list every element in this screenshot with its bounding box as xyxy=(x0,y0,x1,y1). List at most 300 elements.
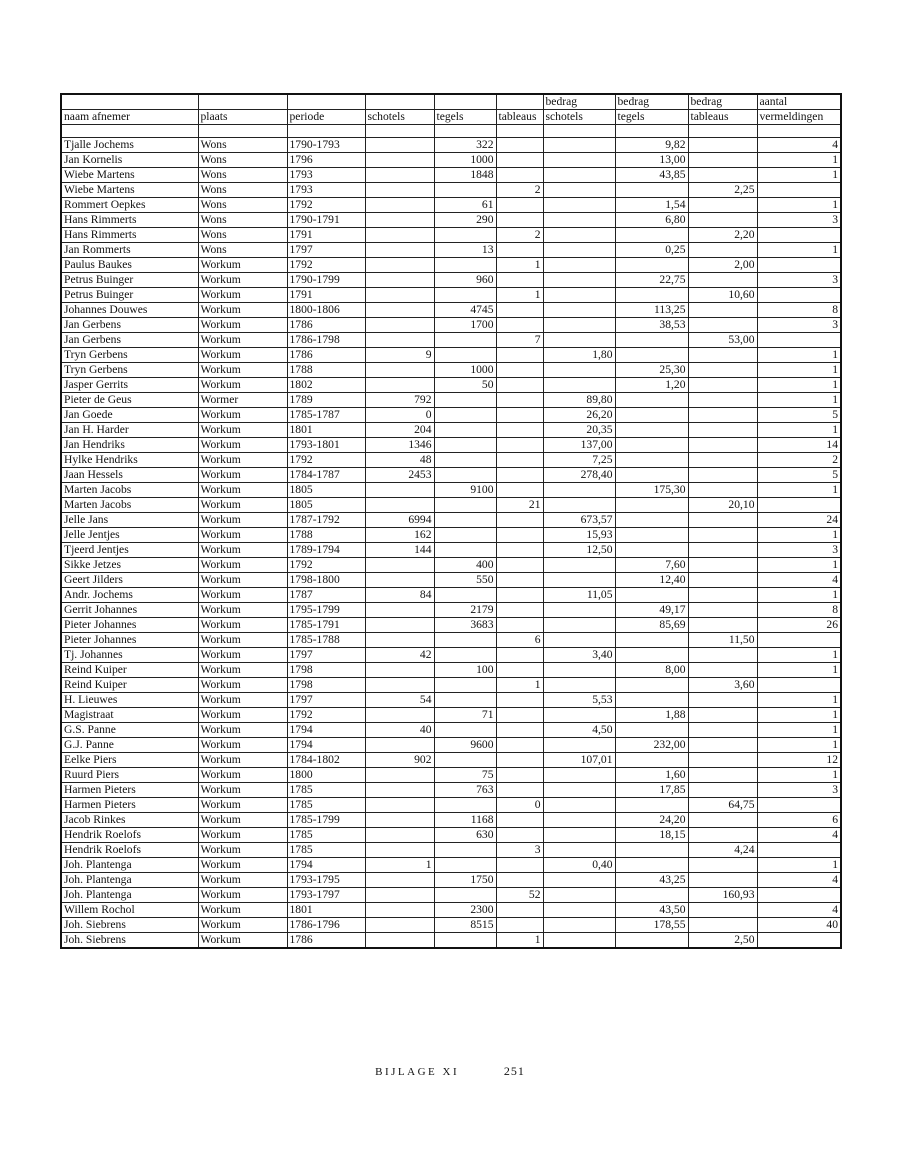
table-cell xyxy=(615,858,688,873)
table-cell: 1,20 xyxy=(615,378,688,393)
table-cell xyxy=(615,678,688,693)
table-cell: 10,60 xyxy=(688,288,757,303)
table-cell: Wons xyxy=(198,243,287,258)
table-cell xyxy=(615,183,688,198)
table-cell: Reind Kuiper xyxy=(61,663,198,678)
table-cell: 4,24 xyxy=(688,843,757,858)
table-row xyxy=(61,183,841,198)
table-cell xyxy=(615,693,688,708)
table-cell xyxy=(434,723,496,738)
table-cell xyxy=(543,633,615,648)
table-cell: 162 xyxy=(365,528,434,543)
table-cell: 84 xyxy=(365,588,434,603)
table-cell: 1793-1801 xyxy=(287,438,365,453)
table-cell xyxy=(688,648,757,663)
table-cell xyxy=(496,858,543,873)
table-row xyxy=(61,378,841,393)
table-row xyxy=(61,543,841,558)
table-cell: 1796 xyxy=(287,153,365,168)
table-cell xyxy=(543,783,615,798)
table-cell xyxy=(365,228,434,243)
table-cell xyxy=(434,423,496,438)
table-cell: Workum xyxy=(198,408,287,423)
table-cell: Jan H. Harder xyxy=(61,423,198,438)
table-cell: 2,20 xyxy=(688,228,757,243)
table-row xyxy=(61,558,841,573)
table-cell: Hans Rimmerts xyxy=(61,228,198,243)
table-cell: 290 xyxy=(434,213,496,228)
table-cell: 1785 xyxy=(287,783,365,798)
table-cell: 1797 xyxy=(287,648,365,663)
table-cell: 2,50 xyxy=(688,933,757,949)
table-cell: 1,80 xyxy=(543,348,615,363)
table-cell: Hans Rimmerts xyxy=(61,213,198,228)
table-cell: 400 xyxy=(434,558,496,573)
table-cell xyxy=(615,468,688,483)
table-cell: 13 xyxy=(434,243,496,258)
table-cell xyxy=(365,333,434,348)
table-cell: 1784-1802 xyxy=(287,753,365,768)
table-cell: 1786 xyxy=(287,348,365,363)
table-cell: Workum xyxy=(198,738,287,753)
table-cell xyxy=(365,378,434,393)
table-cell: 1798 xyxy=(287,678,365,693)
table-cell: 1,60 xyxy=(615,768,688,783)
table-cell: 1793-1795 xyxy=(287,873,365,888)
table-cell: 1795-1799 xyxy=(287,603,365,618)
table-cell: 1 xyxy=(757,153,841,168)
table-cell: 630 xyxy=(434,828,496,843)
table-cell: Wons xyxy=(198,228,287,243)
table-cell: Workum xyxy=(198,798,287,813)
table-cell xyxy=(615,333,688,348)
table-cell: Eelke Piers xyxy=(61,753,198,768)
table-cell xyxy=(365,903,434,918)
table-cell xyxy=(688,273,757,288)
table-row xyxy=(61,828,841,843)
table-cell xyxy=(688,528,757,543)
table-cell: 1798-1800 xyxy=(287,573,365,588)
table-cell xyxy=(434,633,496,648)
table-cell: Workum xyxy=(198,918,287,933)
table-cell: 75 xyxy=(434,768,496,783)
table-cell: 53,00 xyxy=(688,333,757,348)
table-cell: Workum xyxy=(198,873,287,888)
table-cell: 40 xyxy=(757,918,841,933)
table-cell: 50 xyxy=(434,378,496,393)
table-cell: 673,57 xyxy=(543,513,615,528)
table-cell: Workum xyxy=(198,603,287,618)
table-cell xyxy=(496,543,543,558)
table-cell xyxy=(688,558,757,573)
table-cell: 1 xyxy=(496,288,543,303)
table-cell: 40 xyxy=(365,723,434,738)
table-cell: Jasper Gerrits xyxy=(61,378,198,393)
table-cell xyxy=(615,423,688,438)
column-header: plaats xyxy=(198,110,287,125)
table-cell xyxy=(434,348,496,363)
table-cell: Workum xyxy=(198,573,287,588)
table-cell xyxy=(688,318,757,333)
table-cell xyxy=(365,888,434,903)
table-cell: Joh. Plantenga xyxy=(61,858,198,873)
table-cell: 960 xyxy=(434,273,496,288)
column-header: schotels xyxy=(365,110,434,125)
table-cell xyxy=(615,438,688,453)
table-cell: 9100 xyxy=(434,483,496,498)
table-row xyxy=(61,903,841,918)
table-cell: Wiebe Martens xyxy=(61,168,198,183)
table-cell: 49,17 xyxy=(615,603,688,618)
table-cell xyxy=(688,693,757,708)
table-row xyxy=(61,933,841,949)
table-cell: Workum xyxy=(198,258,287,273)
table-row xyxy=(61,423,841,438)
table-cell xyxy=(688,618,757,633)
table-row xyxy=(61,708,841,723)
table-cell xyxy=(365,213,434,228)
table-cell xyxy=(365,138,434,153)
table-cell: Workum xyxy=(198,843,287,858)
table-cell xyxy=(496,363,543,378)
table-cell xyxy=(496,528,543,543)
spacer-cell xyxy=(198,125,287,138)
table-cell xyxy=(365,573,434,588)
table-cell xyxy=(434,408,496,423)
data-table xyxy=(60,93,842,949)
table-cell xyxy=(757,678,841,693)
table-cell: 1 xyxy=(757,483,841,498)
table-cell: 1 xyxy=(757,858,841,873)
table-cell: Willem Rochol xyxy=(61,903,198,918)
table-header xyxy=(61,94,841,125)
table-cell: Paulus Baukes xyxy=(61,258,198,273)
table-cell xyxy=(757,843,841,858)
table-cell: Workum xyxy=(198,333,287,348)
table-cell: 1 xyxy=(757,558,841,573)
table-cell xyxy=(543,333,615,348)
table-cell: 15,93 xyxy=(543,528,615,543)
table-cell xyxy=(615,933,688,949)
table-cell: 1801 xyxy=(287,423,365,438)
table-cell: 1700 xyxy=(434,318,496,333)
table-cell xyxy=(365,708,434,723)
table-cell xyxy=(543,813,615,828)
table-cell xyxy=(688,363,757,378)
table-cell xyxy=(688,153,757,168)
table-cell: Jelle Jans xyxy=(61,513,198,528)
table-cell: Workum xyxy=(198,468,287,483)
table-cell xyxy=(365,183,434,198)
table-cell xyxy=(365,288,434,303)
table-cell xyxy=(543,303,615,318)
table-cell: 6 xyxy=(757,813,841,828)
table-cell xyxy=(496,348,543,363)
table-cell xyxy=(543,798,615,813)
table-cell: 1 xyxy=(757,198,841,213)
table-cell xyxy=(434,588,496,603)
table-cell: 1 xyxy=(757,243,841,258)
table-cell: 2300 xyxy=(434,903,496,918)
table-cell: 3 xyxy=(757,318,841,333)
table-cell: 0 xyxy=(496,798,543,813)
table-cell: Workum xyxy=(198,528,287,543)
table-cell xyxy=(543,573,615,588)
table-cell: Harmen Pieters xyxy=(61,798,198,813)
table-cell xyxy=(496,423,543,438)
table-cell: 13,00 xyxy=(615,153,688,168)
table-cell: 1168 xyxy=(434,813,496,828)
table-cell: 3 xyxy=(757,543,841,558)
table-cell xyxy=(365,783,434,798)
column-header: naam afnemer xyxy=(61,110,198,125)
table-cell: 1750 xyxy=(434,873,496,888)
table-cell: Johannes Douwes xyxy=(61,303,198,318)
table-cell: Jan Hendriks xyxy=(61,438,198,453)
table-cell xyxy=(688,348,757,363)
table-cell: 12,40 xyxy=(615,573,688,588)
table-cell xyxy=(434,933,496,949)
table-cell: Wons xyxy=(198,168,287,183)
table-cell: 1 xyxy=(757,393,841,408)
table-cell xyxy=(615,723,688,738)
table-cell xyxy=(615,843,688,858)
table-cell: 1789 xyxy=(287,393,365,408)
table-cell: 7 xyxy=(496,333,543,348)
table-cell: Jan Gerbens xyxy=(61,333,198,348)
table-cell: 1789-1794 xyxy=(287,543,365,558)
table-cell xyxy=(688,918,757,933)
table-cell xyxy=(496,168,543,183)
table-row xyxy=(61,153,841,168)
table-cell: Workum xyxy=(198,543,287,558)
table-cell: 1000 xyxy=(434,153,496,168)
header-top-cell xyxy=(496,94,543,110)
table-cell: 1802 xyxy=(287,378,365,393)
table-cell xyxy=(496,393,543,408)
table-cell: 1 xyxy=(496,933,543,949)
table-row xyxy=(61,408,841,423)
table-cell: 107,01 xyxy=(543,753,615,768)
table-cell xyxy=(496,588,543,603)
table-cell: 1788 xyxy=(287,363,365,378)
table-cell xyxy=(543,243,615,258)
table-cell xyxy=(365,663,434,678)
table-cell: 61 xyxy=(434,198,496,213)
table-cell xyxy=(543,168,615,183)
table-cell xyxy=(688,213,757,228)
table-cell xyxy=(688,873,757,888)
table-row xyxy=(61,918,841,933)
table-cell: 1800 xyxy=(287,768,365,783)
table-cell: Workum xyxy=(198,663,287,678)
table-cell: 1 xyxy=(757,738,841,753)
table-cell: Workum xyxy=(198,348,287,363)
table-cell: 1 xyxy=(496,678,543,693)
table-cell xyxy=(543,678,615,693)
table-cell: 1792 xyxy=(287,708,365,723)
table-cell: 7,25 xyxy=(543,453,615,468)
table-cell xyxy=(434,183,496,198)
table-cell xyxy=(615,288,688,303)
table-cell: 3,40 xyxy=(543,648,615,663)
table-cell: Geert Jilders xyxy=(61,573,198,588)
table-cell xyxy=(757,933,841,949)
table-row xyxy=(61,723,841,738)
table-row xyxy=(61,678,841,693)
table-cell: 6,80 xyxy=(615,213,688,228)
table-cell: 1786-1798 xyxy=(287,333,365,348)
table-cell xyxy=(543,213,615,228)
table-row xyxy=(61,243,841,258)
table-cell xyxy=(365,153,434,168)
table-cell xyxy=(496,198,543,213)
table-cell xyxy=(688,573,757,588)
table-cell: 1792 xyxy=(287,558,365,573)
table-cell: 22,75 xyxy=(615,273,688,288)
table-cell xyxy=(434,753,496,768)
table-cell: 1791 xyxy=(287,288,365,303)
table-cell: 2,00 xyxy=(688,258,757,273)
table-cell xyxy=(496,453,543,468)
table-row xyxy=(61,768,841,783)
table-cell: Pieter de Geus xyxy=(61,393,198,408)
table-cell: 11,50 xyxy=(688,633,757,648)
table-cell xyxy=(434,858,496,873)
table-cell: 7,60 xyxy=(615,558,688,573)
table-cell xyxy=(434,453,496,468)
table-cell xyxy=(365,918,434,933)
table-cell: 1792 xyxy=(287,258,365,273)
table-cell xyxy=(543,288,615,303)
table-row xyxy=(61,738,841,753)
table-cell xyxy=(757,888,841,903)
table-cell: 144 xyxy=(365,543,434,558)
table-cell: 1786-1796 xyxy=(287,918,365,933)
table-cell: Magistraat xyxy=(61,708,198,723)
table-cell: Workum xyxy=(198,588,287,603)
table-row xyxy=(61,648,841,663)
table-cell xyxy=(543,228,615,243)
table-row xyxy=(61,288,841,303)
table-cell xyxy=(365,933,434,949)
table-cell: 2 xyxy=(757,453,841,468)
table-cell: 1793 xyxy=(287,183,365,198)
table-cell xyxy=(543,663,615,678)
table-cell xyxy=(615,513,688,528)
table-cell: 1848 xyxy=(434,168,496,183)
table-cell: H. Lieuwes xyxy=(61,693,198,708)
table-cell xyxy=(688,378,757,393)
table-cell xyxy=(688,393,757,408)
table-cell: Workum xyxy=(198,363,287,378)
table-cell: Pieter Johannes xyxy=(61,633,198,648)
table-cell xyxy=(434,228,496,243)
table-cell: 1790-1799 xyxy=(287,273,365,288)
table-cell xyxy=(365,243,434,258)
table-cell xyxy=(365,843,434,858)
column-header: tegels xyxy=(434,110,496,125)
table-cell: Workum xyxy=(198,483,287,498)
table-cell: Gerrit Johannes xyxy=(61,603,198,618)
table-cell: Workum xyxy=(198,303,287,318)
table-cell xyxy=(496,243,543,258)
table-cell: 1 xyxy=(757,378,841,393)
table-row xyxy=(61,468,841,483)
table-cell: 54 xyxy=(365,693,434,708)
table-cell xyxy=(615,588,688,603)
table-cell: Wons xyxy=(198,138,287,153)
table-cell xyxy=(543,873,615,888)
table-cell xyxy=(496,648,543,663)
table-cell: Workum xyxy=(198,423,287,438)
table-cell: Jacob Rinkes xyxy=(61,813,198,828)
table-cell xyxy=(365,258,434,273)
table-cell: Hendrik Roelofs xyxy=(61,828,198,843)
table-cell: 9 xyxy=(365,348,434,363)
table-cell xyxy=(757,633,841,648)
table-cell xyxy=(688,828,757,843)
table-row xyxy=(61,318,841,333)
spacer-cell xyxy=(757,125,841,138)
table-cell: 1788 xyxy=(287,528,365,543)
table-cell: 1805 xyxy=(287,498,365,513)
header-top-cell xyxy=(198,94,287,110)
table-cell xyxy=(496,618,543,633)
table-cell xyxy=(365,873,434,888)
table-cell: Wons xyxy=(198,213,287,228)
table-cell: 1794 xyxy=(287,738,365,753)
table-cell xyxy=(365,618,434,633)
table-cell: Reind Kuiper xyxy=(61,678,198,693)
table-cell: 1785-1788 xyxy=(287,633,365,648)
table-row xyxy=(61,813,841,828)
table-cell xyxy=(543,918,615,933)
table-cell: 43,85 xyxy=(615,168,688,183)
table-row xyxy=(61,438,841,453)
table-cell: Hylke Hendriks xyxy=(61,453,198,468)
table-cell xyxy=(543,318,615,333)
table-cell: 2 xyxy=(496,228,543,243)
table-row xyxy=(61,213,841,228)
table-cell xyxy=(688,813,757,828)
table-cell xyxy=(365,678,434,693)
table-cell xyxy=(688,438,757,453)
table-row xyxy=(61,588,841,603)
table-cell: 1 xyxy=(757,708,841,723)
page-footer xyxy=(0,1064,900,1079)
table-cell xyxy=(543,363,615,378)
table-cell xyxy=(496,303,543,318)
table-cell xyxy=(688,753,757,768)
table-cell xyxy=(543,903,615,918)
table-cell xyxy=(434,438,496,453)
table-cell xyxy=(365,738,434,753)
table-cell: Hendrik Roelofs xyxy=(61,843,198,858)
table-cell xyxy=(688,903,757,918)
table-cell: 20,10 xyxy=(688,498,757,513)
table-cell: 4 xyxy=(757,903,841,918)
table-cell xyxy=(496,513,543,528)
table-cell xyxy=(434,798,496,813)
table-cell xyxy=(615,453,688,468)
table-row xyxy=(61,198,841,213)
table-cell: 24,20 xyxy=(615,813,688,828)
table-cell xyxy=(496,138,543,153)
table-cell xyxy=(496,558,543,573)
table-cell xyxy=(615,258,688,273)
table-cell xyxy=(496,903,543,918)
